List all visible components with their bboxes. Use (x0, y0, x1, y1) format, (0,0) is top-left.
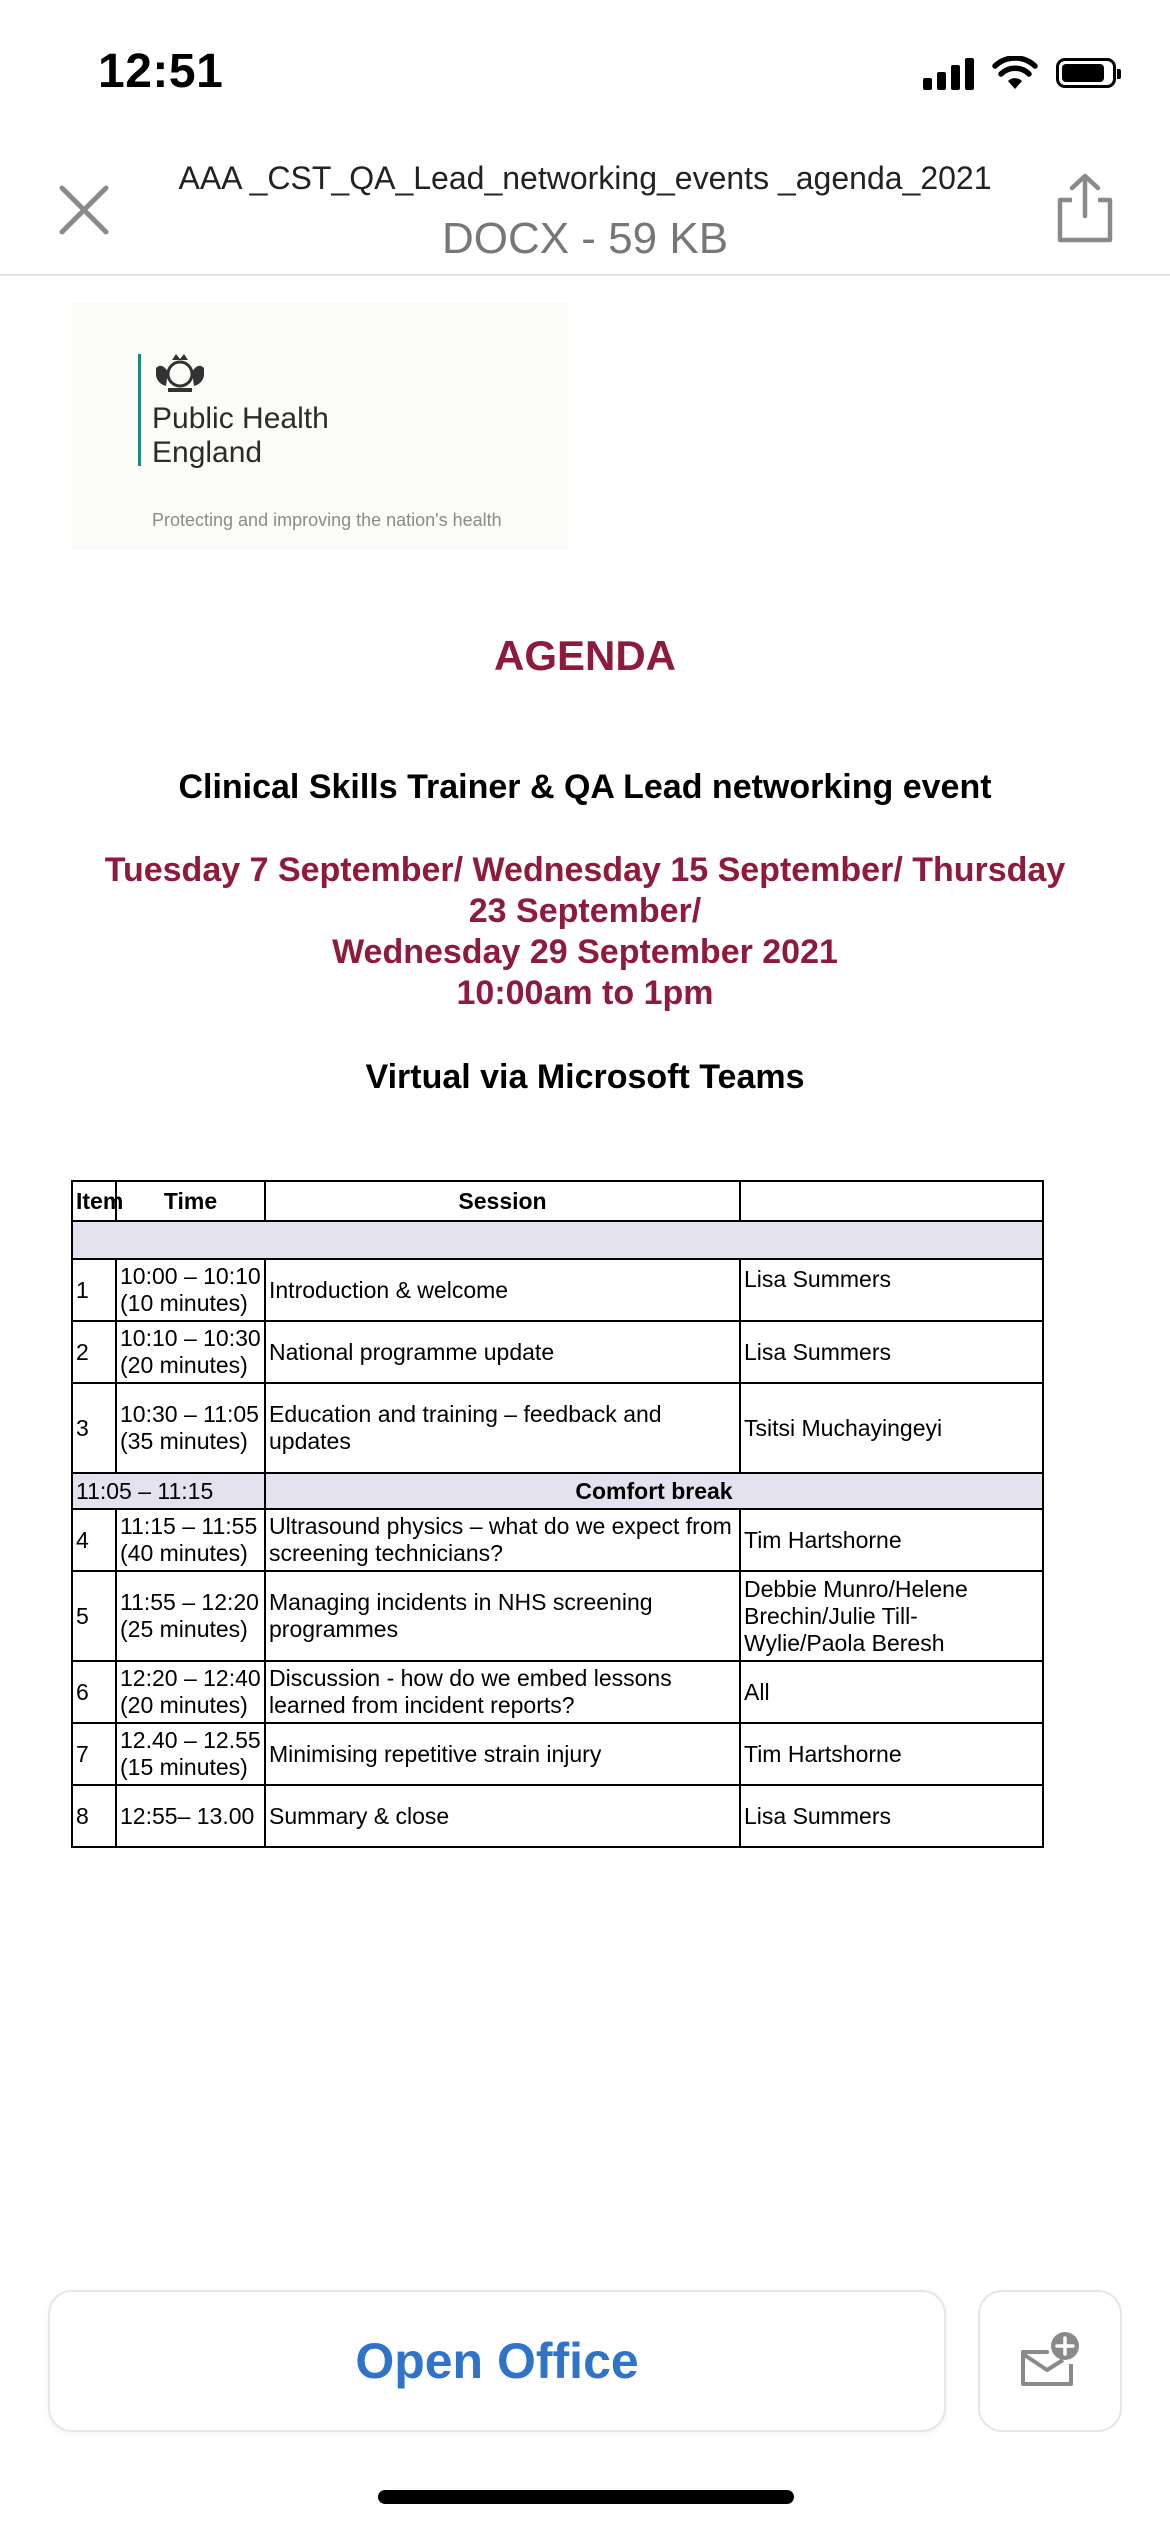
mail-add-icon (1017, 2330, 1083, 2392)
header-time: Time (116, 1181, 265, 1221)
row-time (116, 1383, 265, 1473)
row-time (116, 1661, 265, 1723)
event-dates (60, 850, 1110, 1014)
status-time: 12:51 (98, 45, 224, 98)
crest-icon (152, 350, 208, 394)
table-row (72, 1259, 1043, 1321)
row-time-duration: (40 minutes) (120, 1540, 248, 1566)
table-row (72, 1321, 1043, 1383)
row-time-duration: (35 minutes) (120, 1428, 248, 1454)
row-item: 4 (72, 1509, 116, 1571)
header-item: Item (72, 1181, 116, 1221)
dates-line-4: 10:00am to 1pm (456, 974, 714, 1012)
share-icon (1050, 170, 1120, 246)
header-speaker (740, 1181, 1043, 1221)
row-session: Education and training – feedback and updates (265, 1383, 740, 1473)
open-office-button[interactable]: Open Office (48, 2290, 946, 2432)
row-item: 2 (72, 1321, 116, 1383)
row-session: Discussion - how do we embed lessons learned from incident reports? (265, 1661, 740, 1723)
row-time-range: 11:55 – 12:20 (120, 1589, 259, 1615)
row-speaker: Tim Hartshorne (740, 1723, 1043, 1785)
row-item: 6 (72, 1661, 116, 1723)
logo-name (152, 402, 329, 470)
share-button[interactable] (1050, 170, 1120, 246)
signal-icon (923, 56, 974, 90)
break-label: Comfort break (265, 1473, 1043, 1509)
document-meta: DOCX - 59 KB (441, 214, 729, 263)
row-time-range: 10:30 – 11:05 (120, 1401, 259, 1427)
row-time-duration: (25 minutes) (120, 1616, 248, 1642)
agenda-title: AGENDA (493, 632, 676, 679)
table-row (72, 1723, 1043, 1785)
header-session: Session (265, 1181, 740, 1221)
table-row (72, 1383, 1043, 1473)
row-speaker: Lisa Summers (740, 1259, 1043, 1321)
status-bar (0, 0, 1170, 140)
table-row (72, 1661, 1043, 1723)
row-speaker: Tim Hartshorne (740, 1509, 1043, 1571)
table-spacer-row (72, 1221, 1043, 1259)
row-speaker: All (740, 1661, 1043, 1723)
row-time-duration: (10 minutes) (120, 1290, 248, 1316)
row-session: Minimising repetitive strain injury (265, 1723, 740, 1785)
status-icons (923, 56, 1116, 90)
event-venue: Virtual via Microsoft Teams (365, 1058, 805, 1096)
row-item: 5 (72, 1571, 116, 1661)
row-session: Summary & close (265, 1785, 740, 1847)
row-time-range: 12:20 – 12:40 (120, 1665, 261, 1691)
agenda-table (71, 1180, 1044, 1848)
table-row (72, 1571, 1043, 1661)
row-session: Introduction & welcome (265, 1259, 740, 1321)
row-time-range: 12:55– 13.00 (120, 1802, 255, 1829)
row-item: 8 (72, 1785, 116, 1847)
row-session: Managing incidents in NHS screening programmes (265, 1571, 740, 1661)
row-session: Ultrasound physics – what do we expect from screening technicians? (265, 1509, 740, 1571)
table-row (72, 1785, 1043, 1847)
row-speaker: Lisa Summers (740, 1321, 1043, 1383)
logo-tagline: Protecting and improving the nation's health (152, 510, 502, 530)
row-time (116, 1321, 265, 1383)
mail-button[interactable] (978, 2290, 1122, 2432)
wifi-icon (992, 56, 1038, 90)
row-speaker: Tsitsi Muchayingeyi (740, 1383, 1043, 1473)
table-row (72, 1509, 1043, 1571)
break-row (72, 1473, 1043, 1509)
dates-line-3: Wednesday 29 September 2021 (332, 933, 838, 971)
phe-logo (72, 302, 568, 550)
row-time (116, 1723, 265, 1785)
break-time: 11:05 – 11:15 (72, 1473, 265, 1509)
logo-divider (138, 354, 141, 466)
logo-name-line2: England (152, 436, 263, 469)
row-time (116, 1259, 265, 1321)
document-title: AAA _CST_QA_Lead_networking_events _agenda_2021 (178, 160, 992, 196)
row-time-duration: (20 minutes) (120, 1352, 248, 1378)
row-item: 1 (72, 1259, 116, 1321)
row-time-range: 10:10 – 10:30 (120, 1325, 261, 1351)
document-header (0, 140, 1170, 276)
row-time (116, 1509, 265, 1571)
row-time-range: 10:00 – 10:10 (120, 1263, 261, 1289)
logo-name-line1: Public Health (152, 402, 329, 435)
row-time-duration: (20 minutes) (120, 1692, 248, 1718)
row-speaker: Lisa Summers (740, 1785, 1043, 1847)
row-time-range: 12.40 – 12.55 (120, 1727, 261, 1753)
dates-line-1: Tuesday 7 September/ Wednesday 15 September/ Thursday (104, 851, 1066, 889)
row-time-duration: (15 minutes) (120, 1754, 248, 1780)
battery-icon (1056, 58, 1116, 88)
table-header-row (72, 1181, 1043, 1221)
row-session: National programme update (265, 1321, 740, 1383)
row-time (116, 1785, 265, 1847)
row-speaker: Debbie Munro/Helene Brechin/Julie Till-Wylie/Paola Beresh (740, 1571, 1043, 1661)
home-indicator[interactable] (378, 2490, 794, 2504)
dates-line-2: 23 September/ (468, 892, 702, 930)
row-time-range: 11:15 – 11:55 (120, 1513, 258, 1539)
row-time (116, 1571, 265, 1661)
event-title: Clinical Skills Trainer & QA Lead networking event (178, 768, 992, 806)
row-item: 7 (72, 1723, 116, 1785)
row-item: 3 (72, 1383, 116, 1473)
